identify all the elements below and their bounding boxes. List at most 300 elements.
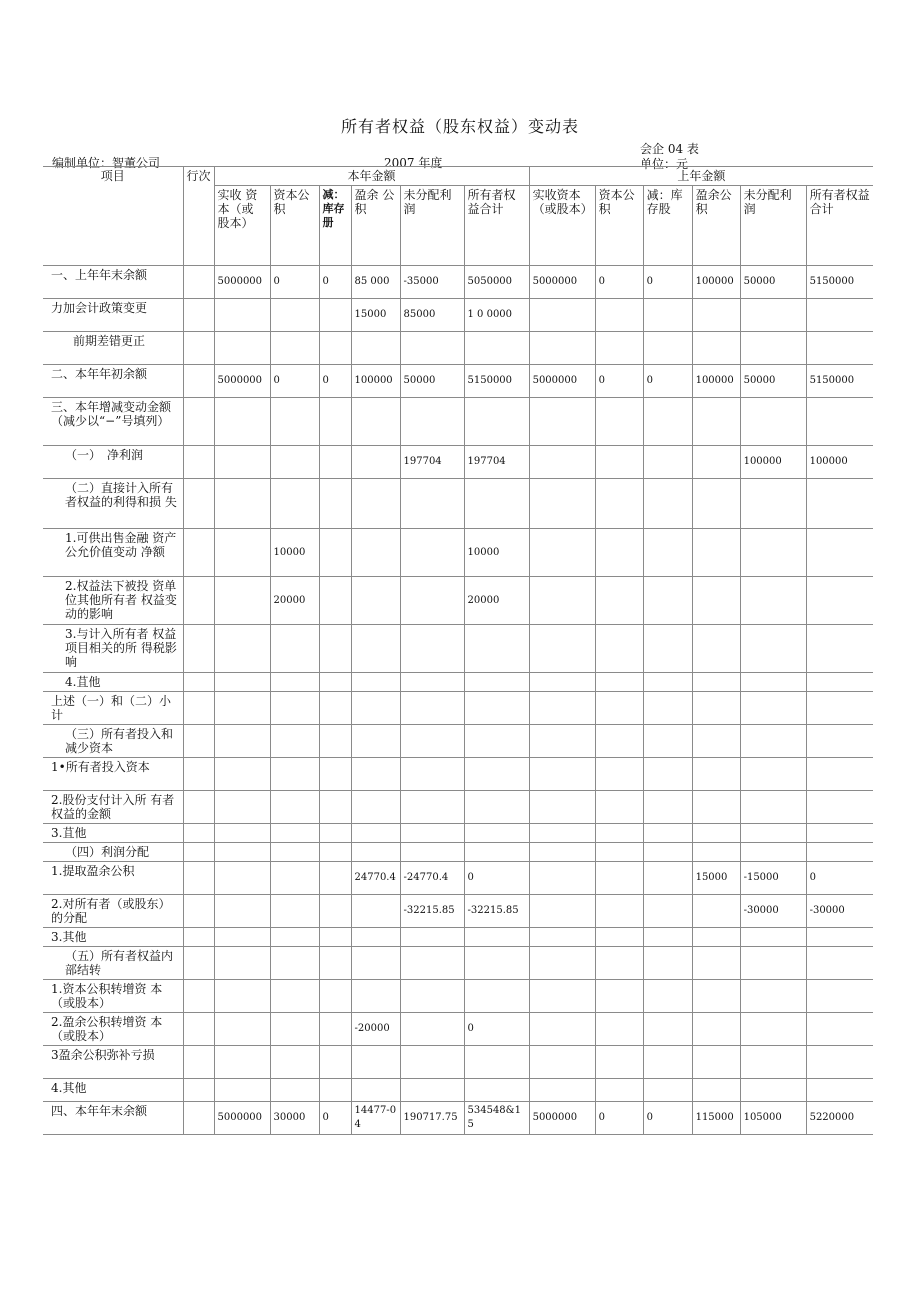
amount-cell <box>319 332 351 365</box>
row-label: 1•所有者投入资本 <box>43 758 183 791</box>
amount-cell <box>692 529 740 577</box>
amount-cell <box>214 577 270 625</box>
table-row <box>43 980 873 1013</box>
row-line-no <box>183 862 214 895</box>
amount-cell <box>319 479 351 529</box>
amount-cell <box>643 479 692 529</box>
row-label: 一、上年年末余额 <box>43 266 183 299</box>
table-row <box>43 895 873 928</box>
amount-cell <box>214 1013 270 1046</box>
amount-cell <box>595 947 643 980</box>
amount-cell <box>270 299 319 332</box>
amount-cell: -20000 <box>351 1013 400 1046</box>
amount-cell <box>740 398 806 446</box>
amount-cell <box>643 1046 692 1079</box>
row-line-no <box>183 791 214 824</box>
table-row <box>43 625 873 673</box>
row-label: 4.苴他 <box>43 673 183 692</box>
amount-cell <box>351 843 400 862</box>
amount-cell <box>351 725 400 758</box>
amount-cell: 0 <box>464 1013 529 1046</box>
amount-cell <box>740 529 806 577</box>
amount-cell <box>529 895 595 928</box>
amount-cell: 0 <box>319 1102 351 1135</box>
amount-cell <box>351 529 400 577</box>
amount-cell <box>692 791 740 824</box>
amount-cell <box>400 791 464 824</box>
amount-cell <box>529 446 595 479</box>
amount-cell <box>595 398 643 446</box>
amount-cell <box>319 725 351 758</box>
amount-cell <box>643 947 692 980</box>
amount-cell <box>351 947 400 980</box>
amount-cell <box>595 758 643 791</box>
row-label: 上述（一）和（二）小计 <box>43 692 183 725</box>
amount-cell: 24770.4 <box>351 862 400 895</box>
amount-cell <box>692 928 740 947</box>
amount-cell <box>643 625 692 673</box>
amount-cell <box>400 673 464 692</box>
amount-cell <box>643 862 692 895</box>
amount-cell <box>351 895 400 928</box>
currency-unit: 单位：元 <box>640 157 689 171</box>
amount-cell <box>400 1013 464 1046</box>
amount-cell: 5150000 <box>806 266 873 299</box>
amount-cell <box>319 791 351 824</box>
amount-cell <box>595 928 643 947</box>
amount-cell: 30000 <box>270 1102 319 1135</box>
amount-cell: 20000 <box>270 577 319 625</box>
amount-cell <box>351 692 400 725</box>
amount-cell <box>400 577 464 625</box>
amount-cell <box>319 928 351 947</box>
amount-cell <box>319 1079 351 1102</box>
amount-cell <box>351 791 400 824</box>
amount-cell <box>214 398 270 446</box>
amount-cell <box>270 479 319 529</box>
amount-cell <box>643 758 692 791</box>
amount-cell <box>319 824 351 843</box>
row-line-no <box>183 365 214 398</box>
row-line-no <box>183 980 214 1013</box>
amount-cell <box>643 928 692 947</box>
row-label: 2.股份支付计入所 有者权益的金额 <box>43 791 183 824</box>
amount-cell <box>214 725 270 758</box>
amount-cell <box>806 725 873 758</box>
amount-cell: 1 0 0000 <box>464 299 529 332</box>
amount-cell: 100000 <box>806 446 873 479</box>
amount-cell <box>643 577 692 625</box>
row-label: 1.资本公积转增资 本（或股本） <box>43 980 183 1013</box>
amount-cell <box>270 947 319 980</box>
amount-cell <box>464 625 529 673</box>
row-line-no <box>183 947 214 980</box>
amount-cell <box>214 843 270 862</box>
amount-cell <box>806 1046 873 1079</box>
amount-cell <box>351 1079 400 1102</box>
amount-cell: 0 <box>319 266 351 299</box>
equity-change-table <box>43 166 873 1135</box>
amount-cell <box>595 1046 643 1079</box>
amount-cell <box>643 843 692 862</box>
amount-cell <box>351 980 400 1013</box>
amount-cell: 5050000 <box>464 266 529 299</box>
amount-cell <box>214 299 270 332</box>
amount-cell <box>464 843 529 862</box>
amount-cell <box>319 625 351 673</box>
amount-cell <box>740 980 806 1013</box>
row-line-no <box>183 529 214 577</box>
amount-cell <box>643 332 692 365</box>
amount-cell: 197704 <box>400 446 464 479</box>
amount-cell <box>270 980 319 1013</box>
amount-cell <box>351 928 400 947</box>
amount-cell <box>595 1013 643 1046</box>
amount-cell <box>692 824 740 843</box>
amount-cell <box>692 299 740 332</box>
amount-cell <box>595 895 643 928</box>
amount-cell <box>595 625 643 673</box>
amount-cell <box>400 758 464 791</box>
amount-cell <box>319 529 351 577</box>
amount-cell: -32215.85 <box>464 895 529 928</box>
row-line-no <box>183 625 214 673</box>
header-col: 未分配利润 <box>740 186 806 266</box>
row-line-no <box>183 758 214 791</box>
amount-cell <box>319 862 351 895</box>
amount-cell <box>270 1079 319 1102</box>
header-current-year: 本年金额 <box>214 167 529 186</box>
amount-cell <box>643 895 692 928</box>
amount-cell <box>270 928 319 947</box>
amount-cell: 115000 <box>692 1102 740 1135</box>
amount-cell <box>806 1013 873 1046</box>
unit-label: 编制单位：智董公司 <box>52 156 161 170</box>
amount-cell <box>740 1046 806 1079</box>
amount-cell <box>319 577 351 625</box>
amount-cell <box>464 947 529 980</box>
row-line-no <box>183 398 214 446</box>
table-row <box>43 862 873 895</box>
amount-cell <box>400 725 464 758</box>
amount-cell <box>595 980 643 1013</box>
amount-cell <box>319 299 351 332</box>
row-line-no <box>183 1046 214 1079</box>
amount-cell: 534548&15 <box>464 1102 529 1135</box>
row-label: 3盈余公积弥补亏损 <box>43 1046 183 1079</box>
amount-cell: 5000000 <box>214 266 270 299</box>
row-line-no <box>183 673 214 692</box>
header-col: 未分配利润 <box>400 186 464 266</box>
amount-cell <box>740 843 806 862</box>
amount-cell <box>529 673 595 692</box>
amount-cell <box>643 446 692 479</box>
amount-cell <box>464 928 529 947</box>
amount-cell: 0 <box>319 365 351 398</box>
header-line-no: 行次 <box>183 167 214 266</box>
amount-cell <box>529 1079 595 1102</box>
amount-cell: 100000 <box>692 266 740 299</box>
amount-cell <box>529 299 595 332</box>
amount-cell: 14477-04 <box>351 1102 400 1135</box>
table-row <box>43 758 873 791</box>
amount-cell <box>351 758 400 791</box>
amount-cell <box>400 625 464 673</box>
row-line-no <box>183 479 214 529</box>
amount-cell: 50000 <box>400 365 464 398</box>
amount-cell: 5150000 <box>464 365 529 398</box>
amount-cell <box>692 398 740 446</box>
amount-cell <box>643 791 692 824</box>
amount-cell <box>643 673 692 692</box>
header-col: 盈余 公积 <box>351 186 400 266</box>
amount-cell <box>400 692 464 725</box>
amount-cell <box>270 692 319 725</box>
table-row <box>43 446 873 479</box>
amount-cell <box>464 1079 529 1102</box>
amount-cell <box>529 529 595 577</box>
amount-cell <box>214 980 270 1013</box>
amount-cell: 0 <box>643 365 692 398</box>
amount-cell: -32215.85 <box>400 895 464 928</box>
amount-cell <box>740 299 806 332</box>
amount-cell <box>529 332 595 365</box>
amount-cell <box>692 446 740 479</box>
amount-cell <box>692 758 740 791</box>
amount-cell <box>400 1046 464 1079</box>
amount-cell <box>595 725 643 758</box>
amount-cell <box>319 673 351 692</box>
table-row <box>43 692 873 725</box>
amount-cell <box>595 332 643 365</box>
table-row <box>43 947 873 980</box>
amount-cell <box>643 1079 692 1102</box>
row-label: 四、本年年末余额 <box>43 1102 183 1135</box>
amount-cell <box>464 980 529 1013</box>
amount-cell <box>214 529 270 577</box>
amount-cell <box>529 725 595 758</box>
amount-cell <box>692 1046 740 1079</box>
amount-cell <box>351 577 400 625</box>
amount-cell <box>270 398 319 446</box>
table-row <box>43 1102 873 1135</box>
row-label: （四）利润分配 <box>43 843 183 862</box>
amount-cell <box>529 947 595 980</box>
row-label: 2.盈余公积转增资 本（或股本） <box>43 1013 183 1046</box>
amount-cell <box>806 673 873 692</box>
row-line-no <box>183 928 214 947</box>
amount-cell <box>643 529 692 577</box>
amount-cell <box>740 758 806 791</box>
row-line-no <box>183 843 214 862</box>
amount-cell <box>595 862 643 895</box>
amount-cell <box>319 895 351 928</box>
amount-cell <box>740 725 806 758</box>
amount-cell <box>806 758 873 791</box>
row-line-no <box>183 725 214 758</box>
amount-cell: 100000 <box>351 365 400 398</box>
amount-cell <box>319 980 351 1013</box>
amount-cell: 85 000 <box>351 266 400 299</box>
amount-cell: -35000 <box>400 266 464 299</box>
amount-cell: 85000 <box>400 299 464 332</box>
amount-cell <box>400 824 464 843</box>
amount-cell <box>270 843 319 862</box>
amount-cell <box>806 1079 873 1102</box>
amount-cell <box>214 332 270 365</box>
table-row <box>43 1046 873 1079</box>
amount-cell <box>529 625 595 673</box>
header-col: 资本公积 <box>595 186 643 266</box>
amount-cell <box>214 1079 270 1102</box>
amount-cell <box>643 1013 692 1046</box>
amount-cell <box>400 479 464 529</box>
amount-cell <box>740 577 806 625</box>
amount-cell: 0 <box>464 862 529 895</box>
row-label: （一） 净利润 <box>43 446 183 479</box>
amount-cell <box>400 529 464 577</box>
amount-cell <box>214 895 270 928</box>
amount-cell <box>740 791 806 824</box>
amount-cell <box>464 791 529 824</box>
amount-cell <box>214 758 270 791</box>
amount-cell <box>400 980 464 1013</box>
amount-cell: 0 <box>643 266 692 299</box>
amount-cell <box>806 529 873 577</box>
header-item: 项目 <box>43 167 183 266</box>
table-row <box>43 398 873 446</box>
amount-cell <box>464 673 529 692</box>
amount-cell <box>692 332 740 365</box>
amount-cell <box>529 862 595 895</box>
amount-cell: 197704 <box>464 446 529 479</box>
amount-cell <box>692 577 740 625</box>
header-col: 减：库存册 <box>319 186 351 266</box>
amount-cell <box>806 947 873 980</box>
amount-cell: 20000 <box>464 577 529 625</box>
amount-cell <box>270 824 319 843</box>
amount-cell <box>270 895 319 928</box>
amount-cell <box>464 758 529 791</box>
table-row <box>43 791 873 824</box>
amount-cell <box>529 980 595 1013</box>
amount-cell: 5000000 <box>214 365 270 398</box>
page-title: 所有者权益（股东权益）变动表 <box>340 117 579 136</box>
table-row <box>43 843 873 862</box>
amount-cell <box>529 398 595 446</box>
amount-cell <box>351 1046 400 1079</box>
table-row <box>43 928 873 947</box>
amount-cell <box>806 398 873 446</box>
amount-cell <box>214 862 270 895</box>
amount-cell <box>270 332 319 365</box>
amount-cell <box>464 824 529 843</box>
amount-cell <box>692 947 740 980</box>
row-line-no <box>183 1013 214 1046</box>
amount-cell <box>214 1046 270 1079</box>
amount-cell: 5150000 <box>806 365 873 398</box>
report-year: 2007 年度 <box>384 156 443 170</box>
amount-cell <box>692 692 740 725</box>
amount-cell <box>319 398 351 446</box>
row-line-no <box>183 692 214 725</box>
form-code: 会企 04 表 <box>640 142 699 156</box>
amount-cell: 15000 <box>351 299 400 332</box>
amount-cell <box>806 332 873 365</box>
amount-cell <box>595 673 643 692</box>
amount-cell: 0 <box>270 266 319 299</box>
amount-cell <box>740 692 806 725</box>
amount-cell <box>740 824 806 843</box>
amount-cell: 10000 <box>270 529 319 577</box>
amount-cell <box>351 398 400 446</box>
amount-cell <box>643 299 692 332</box>
row-line-no <box>183 577 214 625</box>
amount-cell <box>529 479 595 529</box>
amount-cell <box>595 692 643 725</box>
amount-cell <box>214 446 270 479</box>
amount-cell <box>740 625 806 673</box>
row-label: 2.对所有者（或股东）的分配 <box>43 895 183 928</box>
amount-cell <box>692 479 740 529</box>
amount-cell: 100000 <box>740 446 806 479</box>
amount-cell <box>806 692 873 725</box>
amount-cell <box>270 758 319 791</box>
amount-cell <box>351 446 400 479</box>
amount-cell <box>529 824 595 843</box>
row-line-no <box>183 1102 214 1135</box>
header-col: 盈余公积 <box>692 186 740 266</box>
amount-cell: 5000000 <box>529 365 595 398</box>
amount-cell: 0 <box>595 266 643 299</box>
amount-cell <box>595 299 643 332</box>
amount-cell <box>319 758 351 791</box>
table-row <box>43 529 873 577</box>
amount-cell: 105000 <box>740 1102 806 1135</box>
amount-cell <box>270 446 319 479</box>
amount-cell <box>595 824 643 843</box>
amount-cell <box>643 980 692 1013</box>
amount-cell <box>270 625 319 673</box>
amount-cell <box>643 725 692 758</box>
table-row <box>43 824 873 843</box>
row-label: 1.可供出售金融 资产公允价值变动 净额 <box>43 529 183 577</box>
amount-cell <box>464 692 529 725</box>
amount-cell <box>806 928 873 947</box>
amount-cell <box>400 928 464 947</box>
amount-cell <box>214 692 270 725</box>
amount-cell <box>214 673 270 692</box>
amount-cell <box>319 692 351 725</box>
header-col: 资本公积 <box>270 186 319 266</box>
row-label: 前期差错更正 <box>43 332 183 365</box>
row-line-no <box>183 895 214 928</box>
amount-cell <box>464 479 529 529</box>
amount-cell <box>464 1046 529 1079</box>
table-row <box>43 479 873 529</box>
amount-cell <box>400 947 464 980</box>
amount-cell <box>400 1079 464 1102</box>
amount-cell <box>270 725 319 758</box>
header-col: 实收 资本（或 股本） <box>214 186 270 266</box>
amount-cell <box>270 673 319 692</box>
amount-cell <box>319 1013 351 1046</box>
row-label: 3.与计入所有者 权益项目相关的所 得税影响 <box>43 625 183 673</box>
amount-cell <box>351 673 400 692</box>
row-line-no <box>183 1079 214 1102</box>
amount-cell <box>692 895 740 928</box>
table-row <box>43 577 873 625</box>
